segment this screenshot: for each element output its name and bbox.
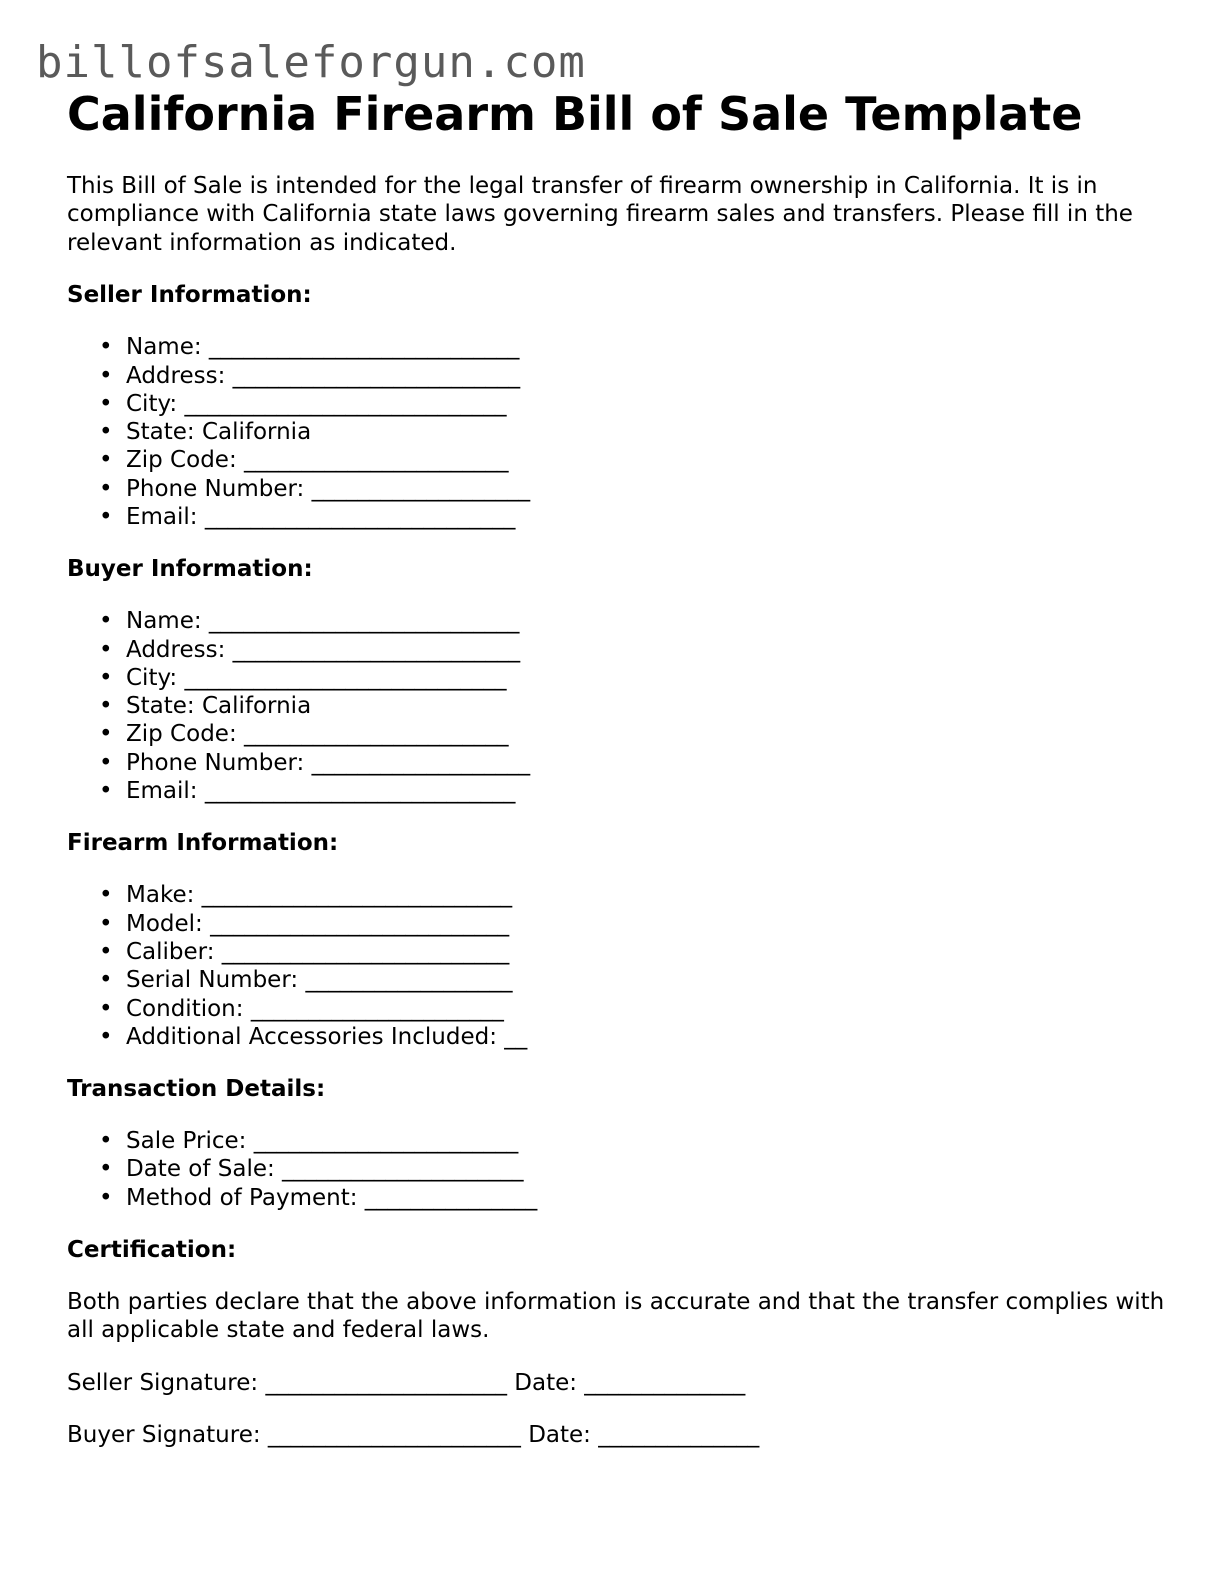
list-item: • Address: _________________________ [99, 636, 521, 663]
payment-method-field: Method of Payment: _______________ [126, 1184, 538, 1211]
seller-city-field: City: ____________________________ [126, 390, 507, 417]
list-item: • Phone Number: ___________________ [99, 475, 531, 502]
list-item: • Email: ___________________________ [99, 504, 516, 530]
list-item: • Make: ___________________________ [99, 882, 513, 909]
firearm-accessories-field: Additional Accessories Included: __ [126, 1023, 528, 1050]
firearm-field-list [67, 881, 1167, 1051]
firearm-model-field: Model: __________________________ [126, 910, 510, 937]
document-body [67, 84, 1167, 1449]
list-item: • Name: ___________________________ [99, 334, 520, 361]
buyer-phone-field: Phone Number: ___________________ [126, 749, 531, 776]
buyer-city-field: City: ____________________________ [126, 664, 507, 691]
list-item: • Condition: ______________________ [99, 995, 504, 1022]
buyer-name-field: Name: ___________________________ [126, 608, 520, 635]
seller-phone-field: Phone Number: ___________________ [126, 475, 531, 502]
site-watermark: billofsaleforgun.com [36, 37, 586, 88]
list-item: • Caliber: _________________________ [99, 938, 510, 965]
page-title: California Firearm Bill of Sale Template [67, 87, 1083, 141]
list-item: • Method of Payment: _______________ [99, 1184, 538, 1211]
list-item: • Zip Code: _______________________ [99, 721, 509, 748]
list-item: • City: ____________________________ [99, 664, 507, 691]
firearm-serial-field: Serial Number: __________________ [126, 967, 513, 994]
seller-state-field: State: California [126, 419, 312, 446]
list-item: • Address: _________________________ [99, 362, 521, 389]
list-item: • Name: ___________________________ [99, 608, 520, 635]
seller-email-field: Email: ___________________________ [126, 504, 516, 530]
list-item: • Model: __________________________ [99, 910, 510, 937]
list-item: • City: ____________________________ [99, 390, 507, 417]
list-item: • Serial Number: __________________ [99, 967, 513, 994]
buyer-address-field: Address: _________________________ [126, 636, 521, 663]
firearm-section-heading: Firearm Information: [67, 830, 339, 857]
seller-signature-line: Seller Signature: _____________________ Date: ______________ [67, 1369, 746, 1396]
buyer-section-heading: Buyer Information: [67, 556, 313, 583]
list-item: • Date of Sale: _____________________ [99, 1156, 524, 1183]
buyer-zip-field: Zip Code: _______________________ [126, 721, 509, 748]
seller-address-field: Address: _________________________ [126, 362, 521, 389]
sale-price-field: Sale Price: _______________________ [126, 1128, 519, 1155]
list-item: • Sale Price: _______________________ [99, 1128, 519, 1155]
buyer-field-list [67, 607, 1167, 805]
list-item: • Zip Code: _______________________ [99, 447, 509, 474]
firearm-make-field: Make: ___________________________ [126, 882, 513, 909]
intro-paragraph: This Bill of Sale is intended for the legal transfer of firearm ownership in California. It is in compliance with California state laws governing firearm sales and transfers. Please fill in the relevant information as indicated. [67, 173, 1133, 256]
firearm-caliber-field: Caliber: _________________________ [126, 938, 510, 965]
seller-name-field: Name: ___________________________ [126, 334, 520, 361]
list-item: • Phone Number: ___________________ [99, 749, 531, 776]
buyer-state-field: State: California [126, 693, 312, 720]
sale-date-field: Date of Sale: _____________________ [126, 1156, 524, 1183]
certification-section-heading: Certification: [67, 1237, 237, 1264]
seller-zip-field: Zip Code: _______________________ [126, 447, 509, 474]
list-item: • Additional Accessories Included: __ [99, 1023, 528, 1050]
buyer-signature-line: Buyer Signature: ______________________ Date: ______________ [67, 1421, 760, 1448]
list-item: • Email: ___________________________ [99, 778, 516, 805]
firearm-condition-field: Condition: ______________________ [126, 995, 504, 1022]
transaction-section-heading: Transaction Details: [67, 1076, 326, 1103]
seller-section-heading: Seller Information: [67, 282, 312, 309]
certification-paragraph: Both parties declare that the above information is accurate and that the transfer complies with all applicable state and federal laws. [67, 1289, 1165, 1344]
list-item: • State: California [99, 693, 312, 720]
buyer-email-field: Email: ___________________________ [126, 778, 516, 805]
transaction-field-list [67, 1127, 1167, 1212]
list-item: • State: California [99, 419, 312, 446]
seller-field-list [67, 333, 1167, 531]
